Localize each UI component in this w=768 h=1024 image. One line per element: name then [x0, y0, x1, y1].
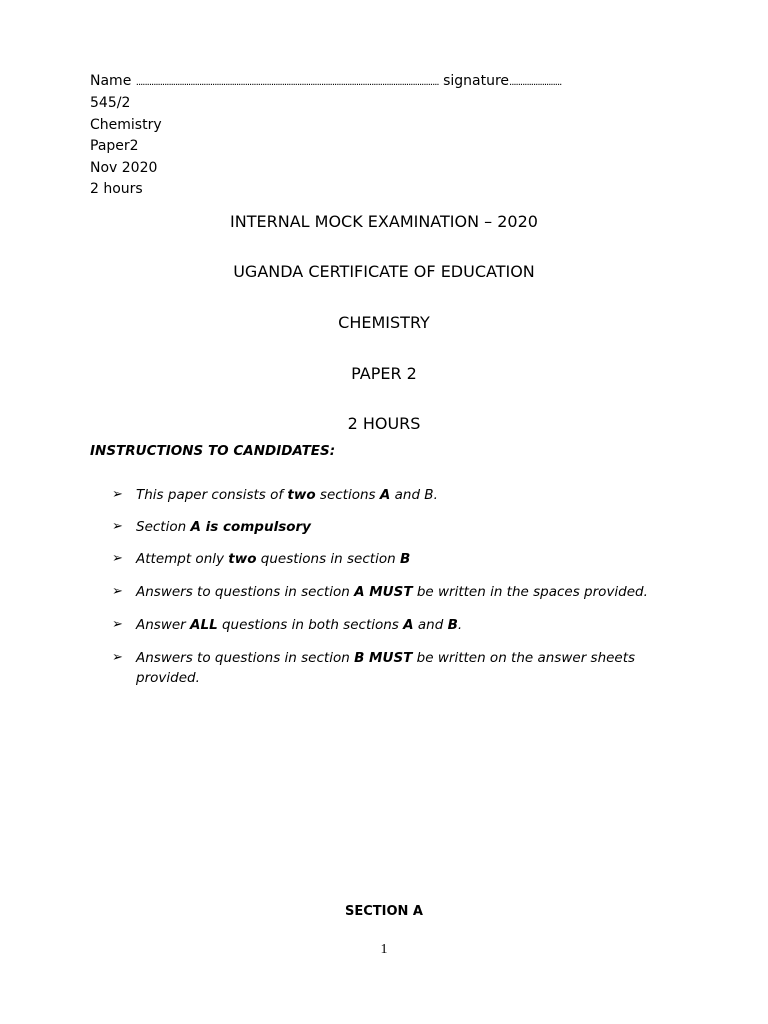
instruction-item	[112, 485, 672, 505]
name-blank: ...........................................................................................................................................	[135, 77, 439, 88]
instruction-emphasis: A MUST	[354, 584, 413, 600]
instruction-item	[112, 517, 672, 537]
arrow-bullet-icon: ➢	[112, 487, 123, 502]
signature-blank: ........................	[509, 77, 562, 88]
instruction-fragment: and B.	[390, 487, 438, 503]
exam-date: Nov 2020	[90, 159, 158, 176]
instruction-text	[136, 615, 672, 635]
subject-title: CHEMISTRY	[338, 313, 430, 332]
name-label: Name	[90, 73, 132, 89]
instruction-item	[112, 582, 672, 602]
instruction-text	[136, 485, 672, 505]
paper-code: 545/2	[90, 95, 131, 111]
instruction-emphasis: A	[403, 617, 414, 633]
arrow-bullet-icon: ➢	[112, 519, 123, 534]
instruction-emphasis: B MUST	[354, 650, 413, 666]
arrow-bullet-icon: ➢	[112, 617, 123, 632]
instruction-text	[136, 648, 672, 688]
exam-title: INTERNAL MOCK EXAMINATION – 2020	[230, 212, 538, 231]
instruction-fragment: questions in section	[256, 551, 400, 567]
name-signature-line	[90, 72, 561, 92]
signature-label: signature	[443, 73, 510, 89]
instruction-emphasis: two	[287, 487, 316, 503]
certificate-title: UGANDA CERTIFICATE OF EDUCATION	[233, 262, 535, 281]
instruction-emphasis: ALL	[190, 617, 218, 633]
instruction-fragment: sections	[315, 487, 380, 503]
instruction-fragment: questions in both sections	[217, 617, 404, 633]
instruction-text	[136, 582, 672, 602]
instruction-fragment: This paper consists of	[136, 487, 288, 503]
duration-title: 2 HOURS	[347, 414, 421, 433]
subject-name: Chemistry	[90, 116, 162, 133]
instruction-fragment: and	[413, 617, 448, 633]
instruction-fragment: be written on the answer sheets provided.	[136, 650, 636, 686]
instructions-heading: INSTRUCTIONS TO CANDIDATES:	[90, 443, 336, 459]
paper-number: Paper2	[90, 138, 139, 154]
instruction-text	[136, 549, 672, 569]
instruction-item	[112, 549, 672, 569]
instruction-item	[112, 615, 672, 635]
instruction-fragment: Answer	[136, 617, 191, 633]
instruction-emphasis: B	[447, 617, 458, 633]
instruction-item	[112, 648, 672, 688]
arrow-bullet-icon: ➢	[112, 551, 123, 566]
instruction-emphasis: two	[228, 551, 257, 567]
instruction-emphasis: B	[399, 551, 411, 567]
instruction-fragment: Section	[136, 519, 191, 535]
paper-title: PAPER 2	[351, 364, 417, 383]
instruction-fragment: be written in the spaces provided.	[412, 584, 648, 600]
instruction-fragment: Answers to questions in section	[136, 584, 355, 600]
page-number: 1	[380, 942, 388, 957]
arrow-bullet-icon: ➢	[112, 650, 123, 665]
instruction-fragment: .	[457, 617, 463, 633]
arrow-bullet-icon: ➢	[112, 584, 123, 599]
instruction-fragment: Attempt only	[136, 551, 229, 567]
instruction-text	[136, 517, 672, 537]
exam-duration: 2 hours	[90, 181, 143, 197]
instruction-fragment: Answers to questions in section	[136, 650, 355, 666]
instruction-emphasis: A is compulsory	[190, 519, 311, 535]
instruction-emphasis: A	[379, 487, 391, 503]
section-a-label: SECTION A	[344, 904, 423, 919]
